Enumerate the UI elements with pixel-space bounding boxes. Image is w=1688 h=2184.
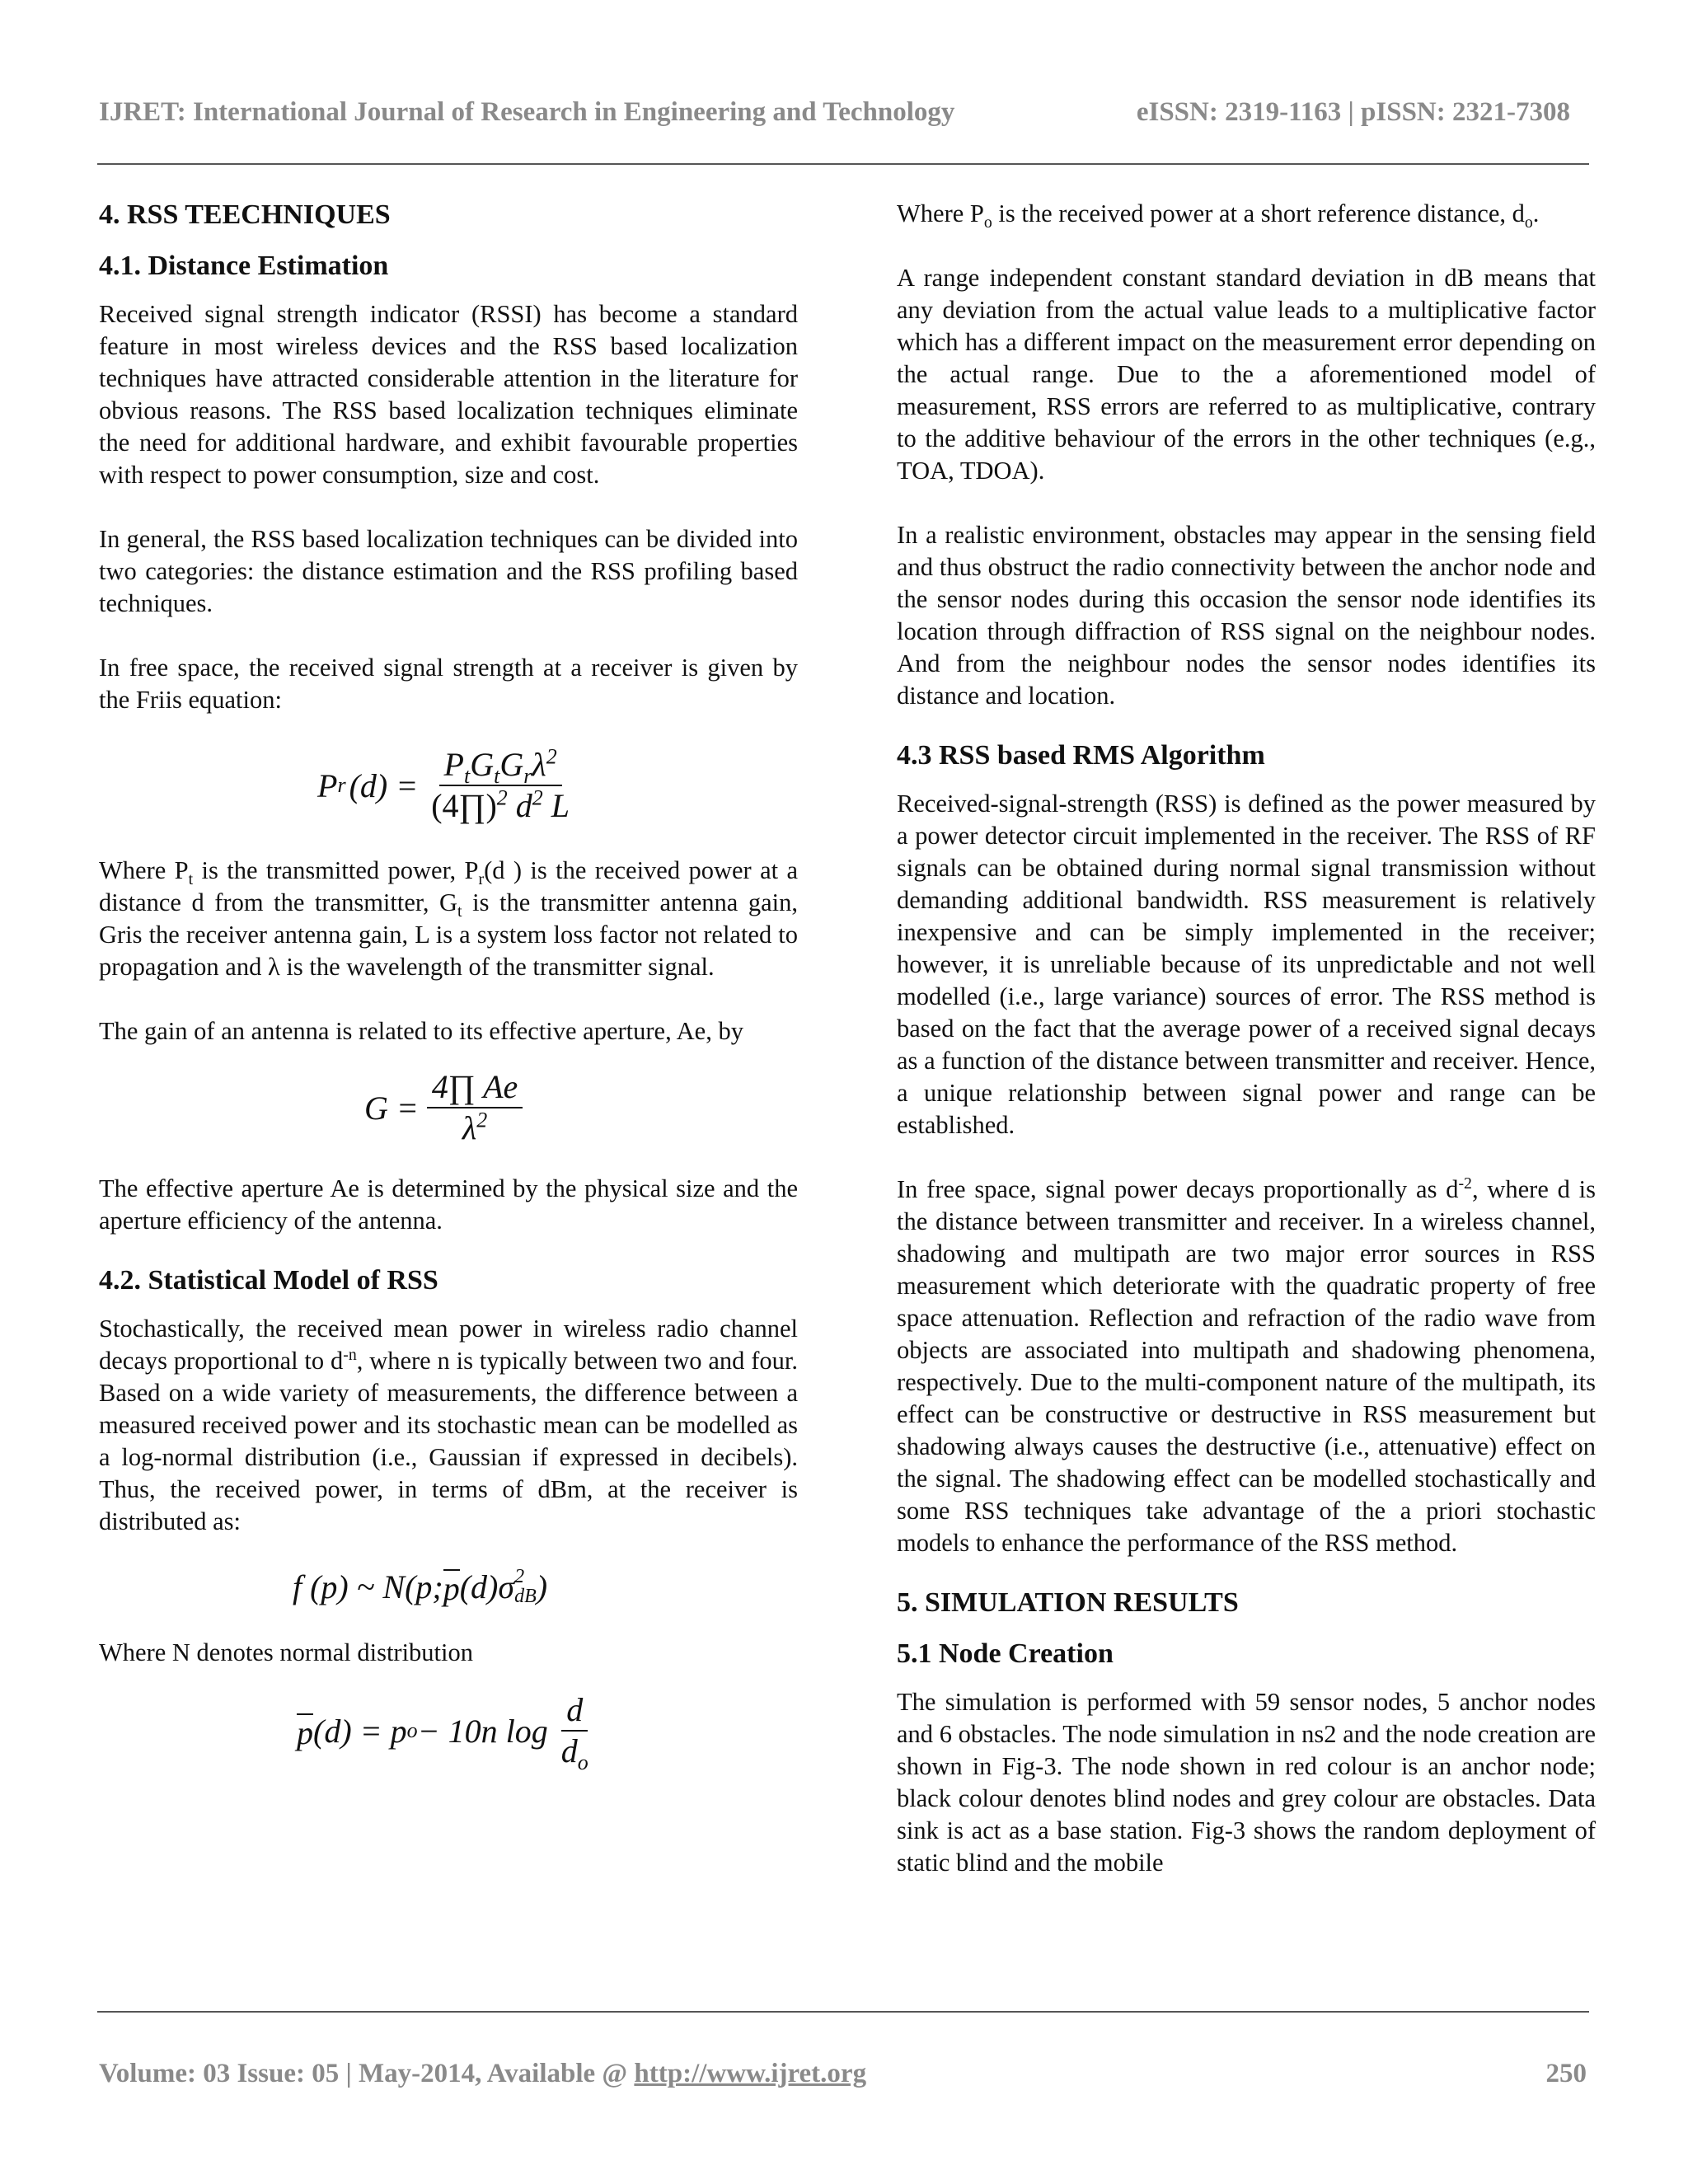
paragraph: Stochastically, the received mean power in wireless radio channel decays proportional to $d^{-n}$, where n is typically between two and four. Based on a wide variety of measurements, the difference between a measured received power and its stochastic mean can be modelled as a log-normal distribution (i.e., Gaussian if expressed in decibels). Thus, the received power, in terms of dBm, at the receiver is distributed as:: [99, 1315, 798, 1535]
paragraph: In free space, the received signal strength at a receiver is given by the Friis equation:: [99, 654, 798, 714]
paragraph: In free space, signal power decays proportionally as $d^{-2}$, where d is the distance between transmitter and receiver. In a wireless channel, shadowing and multipath are two major error sources in RSS measurement which deteriorate with the quadratic property of free space attenuation. Reflection and refraction of the radio wave from objects are associated into multipath and shadowing phenomena, respectively. Due to the multi-component nature of the multipath, its effect can be constructive or destructive in RSS measurement but shadowing always causes the destructive (i.e., attenuative) effect on the signal. The shadowing effect can be modelled stochastically and some RSS techniques take advantage of the a priori stochastic models to enhance the performance of the RSS method.: [897, 1174, 1596, 1557]
path-loss-equation: p (d) = p o − 10n log $\frac{d}{d_o}$: [297, 1685, 798, 1776]
paragraph: Where N denotes normal distribution: [99, 1638, 474, 1666]
section-heading-4-2: 4.2. Statistical Model of RSS: [99, 1265, 438, 1296]
running-header: [99, 97, 1570, 128]
paragraph: The gain of an antenna is related to its effective aperture, Ae, by: [99, 1017, 743, 1045]
path-loss-fraction: $\frac{d}{d_o}$: [560, 1691, 588, 1774]
section-heading-5: 5. SIMULATION RESULTS: [897, 1587, 1239, 1618]
left-column: [99, 198, 798, 1776]
paragraph: In general, the RSS based localization techniques can be divided into two categories: the distance estimation and the RSS profiling based techniques.: [99, 525, 798, 617]
friis-fraction: $\frac{P_tG_tG_r\lambda^2}{(4\prod)^2 d^2 L}$: [431, 744, 570, 824]
paragraph: The simulation is performed with 59 sensor nodes, 5 anchor nodes and 6 obstacles. The node simulation in ns2 and the node creation are shown in Fig-3. The node shown in red colour is an anchor node; black colour denotes blind nodes and grey colour are obstacles. Data sink is act as a base station. Fig-3 shows the random deployment of static blind and the mobile: [897, 1688, 1596, 1877]
section-heading-5-1: 5.1 Node Creation: [897, 1638, 1114, 1669]
journal-link[interactable]: http://www.ijret.org: [634, 2059, 867, 2088]
distribution-equation: f (p) ~ N(p; p (d)σ 2 dB ): [293, 1566, 548, 1607]
paragraph: Where $P_t$ is the transmitted power, $P_r(d$ ) is the received power at a distance d from the transmitter, $G_t$ is the transmitter antenna gain, Gris the receiver antenna gain, L is a system loss factor not related to propagation and λ is the wavelength of the transmitter signal.: [99, 856, 799, 981]
paragraph: In a realistic environment, obstacles may appear in the sensing field and thus obstruct the radio connectivity between the anchor node and the sensor nodes during this occasion the sensor node identifies its location through diffraction of RSS signal on the neighbour nodes. And from the neighbour nodes the sensor nodes identifies its distance and location.: [897, 521, 1596, 710]
paragraph: Received-signal-strength (RSS) is defined as the power measured by a power detector circuit implemented in the receiver. The RSS of RF signals can be obtained during normal signal transmission without demanding additional bandwidth. RSS measurement is relatively inexpensive and can be simply implemented in the receiver; however, it is unreliable because of its unpredictable and not well modelled (i.e., large variance) sources of error. The RSS method is based on the fact that the average power of a received signal decays as a function of the distance between transmitter and receiver. Hence, a unique relationship between signal power and range can be established.: [897, 790, 1596, 1139]
paragraph: Received signal strength indicator (RSSI) has become a standard feature in most wireless devices and the RSS based localization techniques have attracted considerable attention in the literature for obvious reasons. The RSS based localization techniques eliminate the need for additional hardware, and exhibit favourable properties with respect to power consumption, size and cost.: [99, 300, 798, 489]
section-heading-4: 4. RSS TEECHNIQUES: [99, 199, 391, 230]
issn: eISSN: 2319-1163 | pISSN: 2321-7308: [1136, 97, 1570, 127]
paragraph: A range independent constant standard deviation in dB means that any deviation from the actual value leads to a multiplicative factor which has a different impact on the measurement error depending on the actual range. Due to the a aforementioned model of measurement, RSS errors are referred to as multiplicative, contrary to the additive behaviour of the errors in the other techniques (e.g., TOA, TDOA).: [897, 264, 1596, 485]
volume-info: Volume: 03 Issue: 05 | May-2014, Available @ http://www.ijret.org: [99, 2059, 867, 2088]
friis-equation: P r (d) = $\frac{P_tG_tG_r\lambda^2}{(4\prod)^2 d^2 L}$: [317, 736, 798, 835]
right-column: [897, 198, 1596, 1911]
running-footer: [99, 2059, 1587, 2089]
journal-title: IJRET: International Journal of Research in Engineering and Technology: [99, 97, 955, 127]
gain-equation: G = $\frac{4\prod Ae}{\lambda^2}$: [364, 1062, 798, 1153]
footer-rule: [97, 2011, 1589, 2013]
paragraph: Where $P_o$ is the received power at a short reference distance, $d_o$.: [897, 199, 1540, 232]
section-heading-4-3: 4.3 RSS based RMS Algorithm: [897, 740, 1265, 771]
gain-fraction: $\frac{4\prod Ae}{\lambda^2}$: [427, 1067, 523, 1148]
paragraph: The effective aperture Ae is determined by the physical size and the aperture efficiency of the antenna.: [99, 1174, 798, 1235]
page-number: 250: [1545, 2059, 1587, 2088]
section-heading-4-1: 4.1. Distance Estimation: [99, 251, 389, 281]
header-rule: [97, 163, 1589, 165]
